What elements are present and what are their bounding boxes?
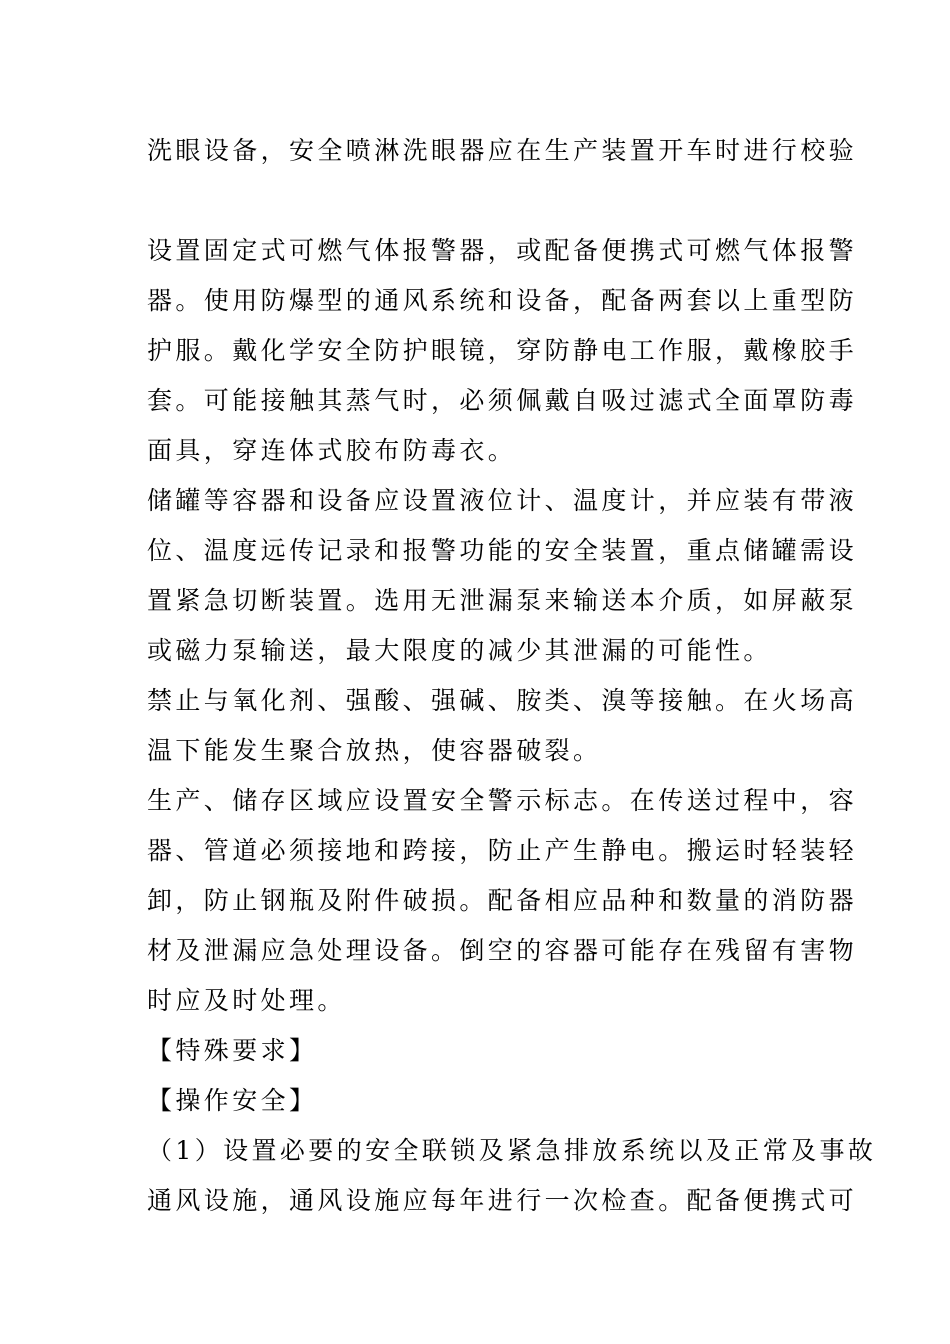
text-line: 生产、储存区域应设置安全警示标志。在传送过程中，容 bbox=[147, 786, 858, 815]
text-line: 护服。戴化学安全防护眼镜，穿防静电工作服，戴橡胶手 bbox=[147, 336, 858, 365]
text-line: 时应及时处理。 bbox=[147, 986, 346, 1015]
section-heading: 【特殊要求】 bbox=[147, 1036, 318, 1065]
text-line: 位、温度远传记录和报警功能的安全装置，重点储罐需设 bbox=[147, 536, 858, 565]
text-line: （1）设置必要的安全联锁及紧急排放系统以及正常及事故 bbox=[147, 1136, 877, 1165]
text-line: 卸，防止钢瓶及附件破损。配备相应品种和数量的消防器 bbox=[147, 886, 858, 915]
text-line: 器。使用防爆型的通风系统和设备，配备两套以上重型防 bbox=[147, 286, 858, 315]
text-line: 置紧急切断装置。选用无泄漏泵来输送本介质，如屏蔽泵 bbox=[147, 586, 858, 615]
text-line: 禁止与氧化剂、强酸、强碱、胺类、溴等接触。在火场高 bbox=[147, 686, 858, 715]
text-line: 材及泄漏应急处理设备。倒空的容器可能存在残留有害物 bbox=[147, 936, 858, 965]
text-line: 温下能发生聚合放热，使容器破裂。 bbox=[147, 736, 602, 765]
text-line: 储罐等容器和设备应设置液位计、温度计，并应装有带液 bbox=[147, 486, 858, 515]
text-line: 器、管道必须接地和跨接，防止产生静电。搬运时轻装轻 bbox=[147, 836, 858, 865]
text-line: 设置固定式可燃气体报警器，或配备便携式可燃气体报警 bbox=[147, 236, 858, 265]
text-line: 面具，穿连体式胶布防毒衣。 bbox=[147, 436, 517, 465]
text-line: 洗眼设备，安全喷淋洗眼器应在生产装置开车时进行校验 bbox=[147, 136, 858, 165]
section-heading: 【操作安全】 bbox=[147, 1086, 318, 1115]
text-line: 套。可能接触其蒸气时，必须佩戴自吸过滤式全面罩防毒 bbox=[147, 386, 858, 415]
text-line: 通风设施，通风设施应每年进行一次检查。配备便携式可 bbox=[147, 1186, 858, 1215]
text-line: 或磁力泵输送，最大限度的减少其泄漏的可能性。 bbox=[147, 636, 772, 665]
